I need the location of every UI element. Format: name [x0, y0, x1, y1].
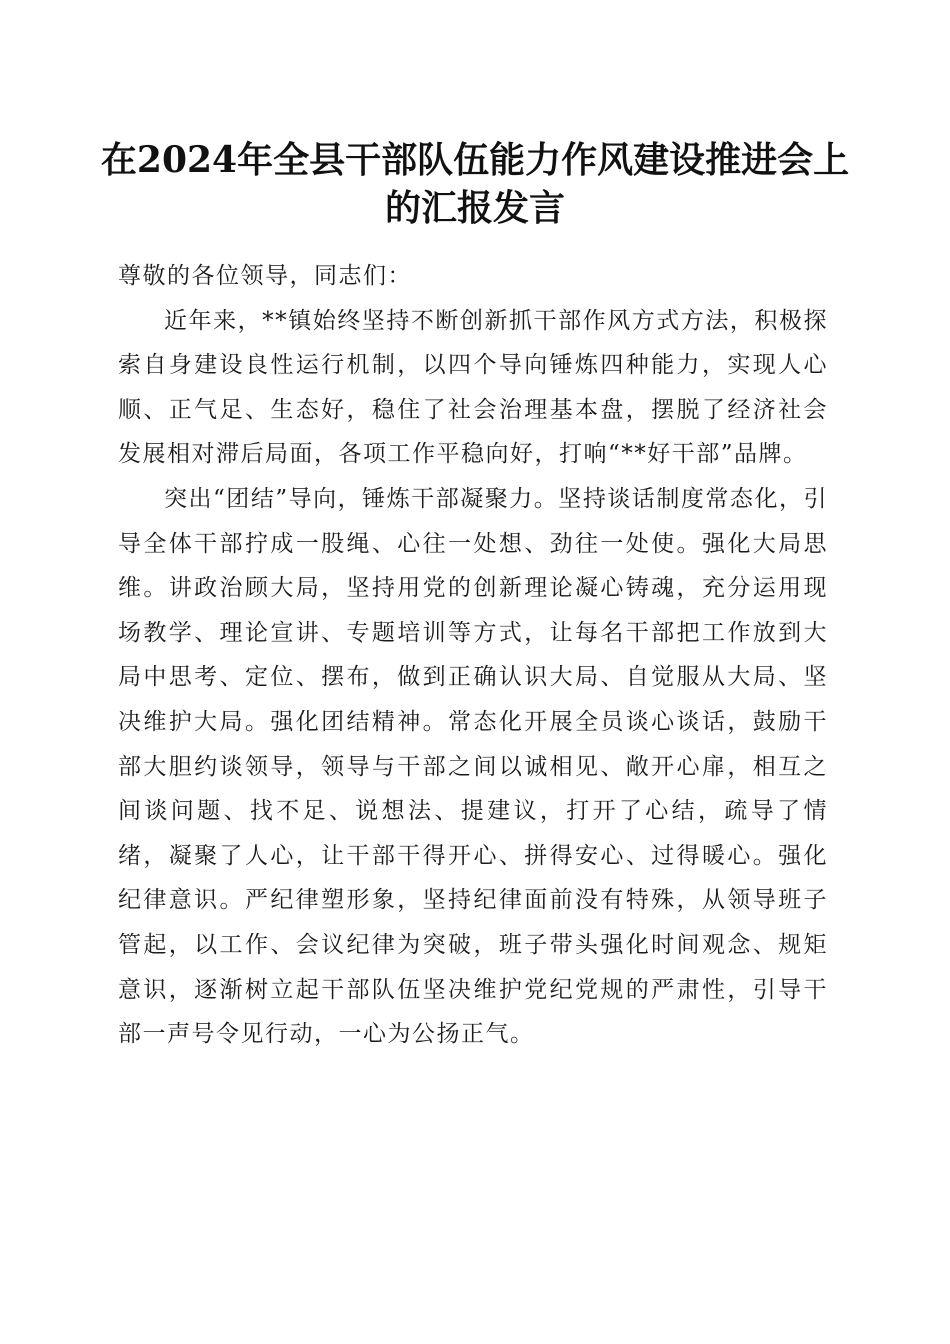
- document-body: [118, 254, 828, 1057]
- paragraph-intro: 近年来，**镇始终坚持不断创新抓干部作风方式方法，积极探索自身建设良性运行机制，以四个导向锤炼四种能力，实现人心顺、正气足、生态好，稳住了社会治理基本盘，摆脱了经济社会发展相对滞后局面，各项工作平稳向好，打响“**好干部”品牌。: [118, 307, 828, 468]
- paragraph-unity: 突出“团结”导向，锤炼干部凝聚力。坚持谈话制度常态化，引导全体干部拧成一股绳、心往一处想、劲往一处使。强化大局思维。讲政治顾大局，坚持用党的创新理论凝心铸魂，充分运用现场教学、理论宣讲、专题培训等方式，让每名干部把工作放到大局中思考、定位、摆布，做到正确认识大局、自觉服从大局、坚决维护大局。强化团结精神。常态化开展全员谈心谈话，鼓励干部大胆约谈领导，领导与干部之间以诚相见、敞开心扉，相互之间谈问题、找不足、说想法、提建议，打开了心结，疏导了情绪，凝聚了人心，让干部干得开心、拼得安心、过得暖心。强化纪律意识。严纪律塑形象，坚持纪律面前没有特殊，从领导班子管起，以工作、会议纪律为突破，班子带头强化时间观念、规矩意识，逐渐树立起干部队伍坚决维护党纪党规的严肃性，引导干部一声号令见行动，一心为公扬正气。: [118, 485, 828, 1048]
- salutation: 尊敬的各位领导，同志们：: [118, 263, 412, 289]
- document-title: 在2024年全县干部队伍能力作风建设推进会上的汇报发言: [100, 139, 850, 229]
